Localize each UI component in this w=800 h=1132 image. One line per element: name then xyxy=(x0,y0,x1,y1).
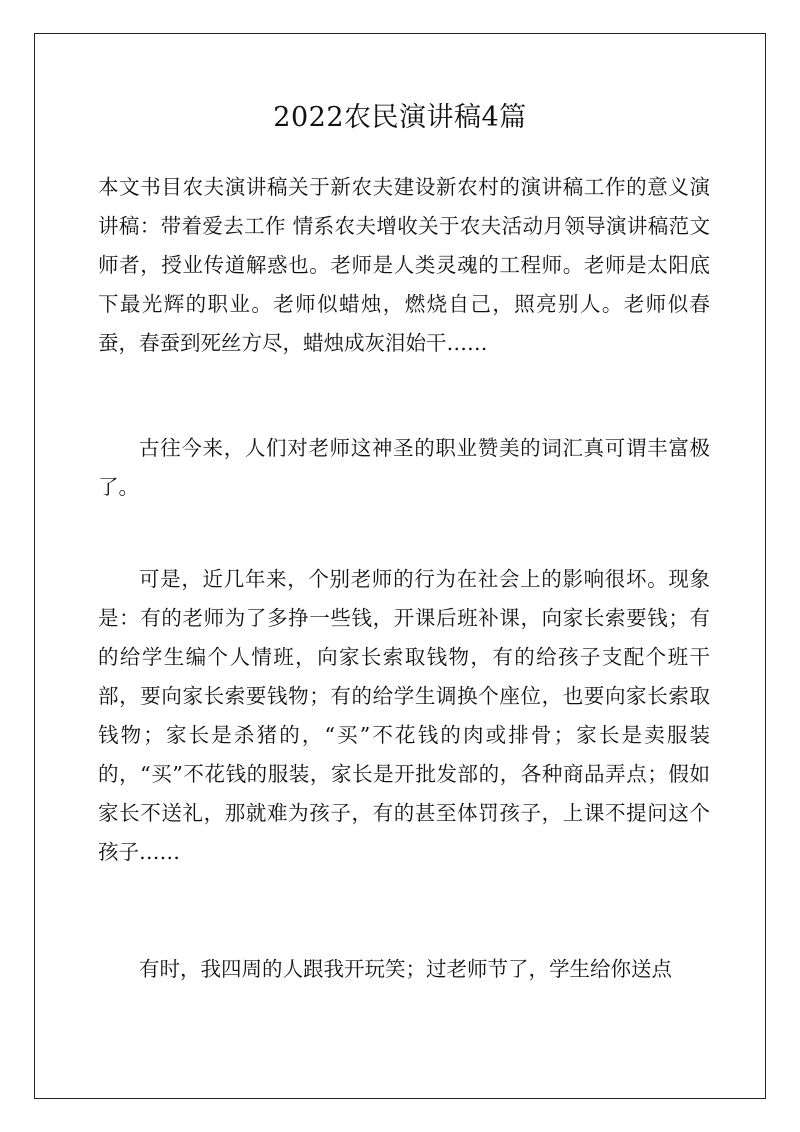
paragraph-3 xyxy=(98,950,710,989)
paragraph-2 xyxy=(98,560,710,872)
document-title: 2022农民演讲稿4篇 xyxy=(273,102,527,133)
paragraph-text: 可是，近几年来，个别老师的行为在社会上的影响很坏。现象是：有的老师为了多挣一些钱，开课后班补课，向家长索要钱；有的给学生编个人情班，向家长索取钱物，有的给孩子支配个班干部，要向家长索要钱物；有的给学生调换个座位，也要向家长索取钱物；家长是杀猪的，“买”不花钱的肉或排骨；家长是卖服装的，“买”不花钱的服装，家长是开批发部的，各种商品弄点；假如家长不送礼，那就难为孩子，有的甚至体罚孩子，上课不提问这个孩子…… xyxy=(98,567,710,864)
paragraph-text: 本文书目农夫演讲稿关于新农夫建设新农村的演讲稿工作的意义演讲稿：带着爱去工作 情系农夫增收关于农夫活动月领导演讲稿范文 师者，授业传道解惑也。老师是人类灵魂的工程师。老师是太阳底下最光辉的职业。老师似蜡烛，燃烧自己，照亮别人。老师似春蚕，春蚕到死丝方尽，蜡烛成灰泪始干…… xyxy=(98,175,751,355)
paragraph-text: 有时，我四周的人跟我开玩笑；过老师节了，学生给你送点 xyxy=(139,957,672,981)
paragraph-intro xyxy=(98,168,751,363)
paragraph-text: 古往今来，人们对老师这神圣的职业赞美的词汇真可谓丰富极了。 xyxy=(98,436,710,499)
paragraph-1 xyxy=(98,429,710,507)
